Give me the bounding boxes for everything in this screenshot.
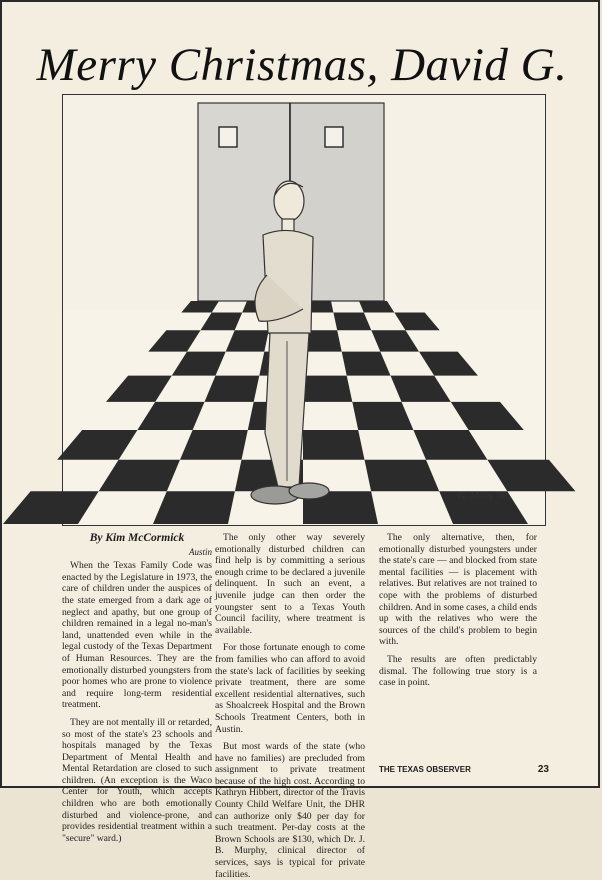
- text-column-2: [215, 532, 365, 880]
- floor-tile: [106, 376, 172, 402]
- paragraph: The results are often predictably dismal. The following true story is a case in point.: [379, 653, 537, 689]
- floor-tile: [413, 430, 487, 460]
- dateline: Austin: [188, 546, 212, 557]
- floor-tile: [99, 460, 180, 491]
- paragraph: For those fortunate enough to come from families who can afford to avoid the state's lack of facilities by seeking private treatment, there are some excellent residential alternatives, such as Shoalcreek Hospital and the Brown Schools Treatment Centers, both in Austin.: [215, 642, 365, 735]
- floor-tile: [148, 330, 200, 351]
- page-footer: [379, 764, 549, 775]
- floor-tile: [451, 402, 524, 430]
- floor-tile: [172, 352, 226, 376]
- floor-tile: [180, 430, 248, 460]
- floor-tile: [333, 313, 371, 331]
- floor-tile: [391, 376, 451, 402]
- floor-tile: [419, 352, 478, 376]
- paragraph: When the Texas Family Code was enacted by the Legislature in 1973, the care of children under the auspices of the state emerged from a dark age of neglect and apathy, but one group of children remained in a legal no-man's land, unattended even while in the legal custody of the Texas Department of Human Resources. They are the emotionally disturbed youngsters from poor homes who are prone to violence and require long-term residential treatment.: [62, 560, 212, 711]
- floor-tile: [153, 491, 235, 524]
- illustration-drawing: [63, 95, 544, 524]
- floor-tile: [342, 352, 391, 376]
- publication-name: THE TEXAS OBSERVER: [379, 765, 471, 774]
- floor-tile: [201, 313, 243, 331]
- floor-tile: [394, 313, 439, 331]
- floor-tile: [365, 460, 440, 491]
- text-column-1: [62, 532, 212, 844]
- paragraph: They are not mentally ill or retarded, so most of the state's 23 schools and hospitals managed by the Texas Department of Mental Health and Mental Retardation are closed to such children. (An exception is the Waco Center for Youth, which accepts children who are both emotionally disturbed and violence-prone, and provides residential treatment within a "secure" ward.): [62, 716, 212, 844]
- paragraph: The only other way severely emotionally disturbed children can find help is by committing a serious enough crime to be declared a juvenile delinquent. In such an event, a juvenile judge can then order the youngster sent to a Texas Youth Council facility, where treatment is available.: [215, 532, 365, 636]
- floor-tile: [303, 376, 352, 402]
- floor-tile: [303, 430, 365, 460]
- text-column-3: [379, 532, 537, 777]
- article-illustration: [62, 94, 546, 526]
- artist-signature: G. Moos '80: [458, 491, 508, 502]
- page-number: 23: [537, 764, 549, 775]
- floor-tile: [57, 430, 137, 460]
- byline: By Kim McCormick: [89, 532, 185, 544]
- floor-tile: [205, 376, 260, 402]
- article-title: Merry Christmas, David G.: [36, 39, 568, 91]
- floor-tile: [3, 491, 99, 524]
- floor-tile: [137, 402, 204, 430]
- paragraph: The only alternative, then, for emotionally disturbed youngsters under the state's care — and blocked from state mental facilities — is placement with relatives. But relatives are not trained to cope with the problems of disturbed children. And in some cases, a child ends up with the relatives who were the sources of the child's problem to begin with.: [379, 532, 537, 648]
- floor-tile: [487, 460, 575, 491]
- floor-tile: [371, 330, 419, 351]
- floor-tile: [352, 402, 413, 430]
- paragraph: But most wards of the state (who have no families) are precluded from assignment to private treatment because of the high cost. According to Kathryn Hibbert, director of the Travis County Child Welfare Unit, the DHR can authorize only $40 per day for such treatment. Per-day costs at the Brown Schools are $130, which Dr. J. B. Murphy, clinical director of services, says is typical for private facilities.: [215, 741, 365, 880]
- floor-tile: [226, 330, 269, 351]
